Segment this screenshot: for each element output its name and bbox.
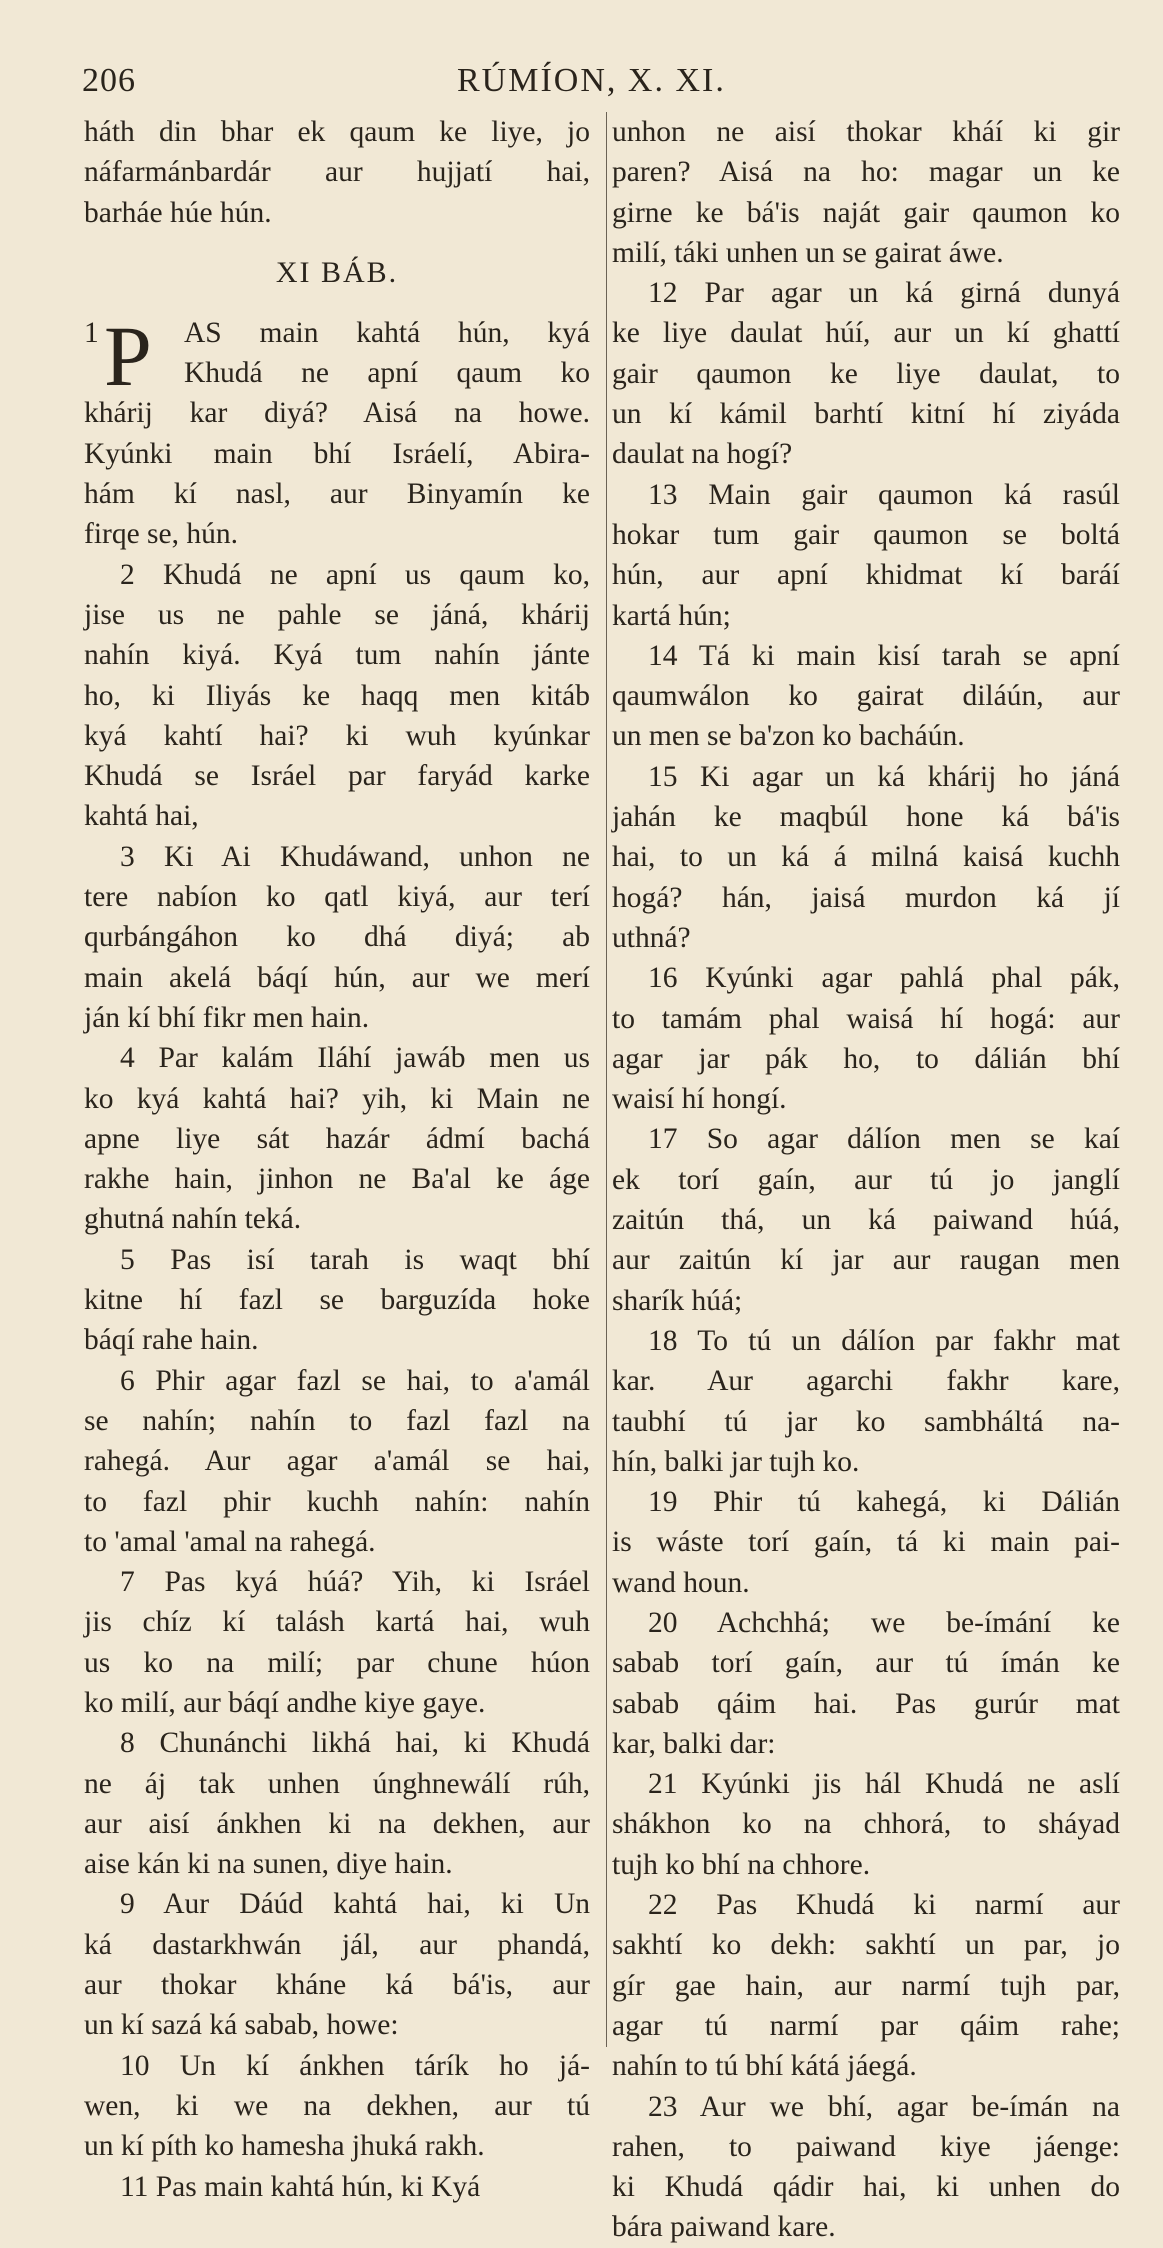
text-line: kar, balki dar: xyxy=(612,1727,776,1760)
text-line: háth din bhar ek qaum ke liye, jo xyxy=(84,116,590,148)
text-line: uthná? xyxy=(612,921,691,954)
left-column xyxy=(84,112,590,2207)
drop-cap-paragraph xyxy=(84,307,590,404)
running-title: RÚMÍON, X. XI. xyxy=(457,62,726,99)
text-line: hín, balki jar tujh ko. xyxy=(612,1445,860,1478)
text-line: un kí píth ko hamesha jhuká rakh. xyxy=(84,2130,485,2163)
page-number: 206 xyxy=(82,62,136,99)
text-line: jahán ke maqbúl hone ká bá'is xyxy=(612,801,1120,834)
text-line: ne áj tak unhen únghnewálí rúh, xyxy=(84,1767,590,1800)
text-line: jise us ne pahle se jáná, khárij xyxy=(84,598,590,631)
text-line: 22 Pas Khudá ki narmí aur xyxy=(648,1889,1120,1922)
text-line: aur thokar kháne ká bá'is, aur xyxy=(84,1969,590,2002)
text-line: 4 Par kalám Iláhí jawáb men us xyxy=(120,1042,590,1075)
text-line: agar tú narmí par qáim rahe; xyxy=(612,2009,1120,2042)
text-line: ke liye daulat húí, aur un kí ghattí xyxy=(612,317,1120,350)
text-line: kahtá hai, xyxy=(84,800,199,833)
text-line: 2 Khudá ne apní us qaum ko, xyxy=(120,558,590,591)
text-line: sharík húá; xyxy=(612,1284,743,1317)
text-line: se nahín; nahín to fazl fazl na xyxy=(84,1404,590,1437)
text-line: ko milí, aur báqí andhe kiye gaye. xyxy=(84,1686,486,1719)
text-line: waisí hí hongí. xyxy=(612,1083,787,1116)
drop-cap-lines xyxy=(184,313,590,394)
verse-number: 1 xyxy=(84,316,99,349)
text-line: 19 Phir tú kahegá, ki Dálián xyxy=(648,1486,1120,1519)
text-line: 10 Un kí ánkhen tárík ho já- xyxy=(120,2049,590,2082)
text-line: sakhtí ko dekh: sakhtí un par, jo xyxy=(612,1929,1120,1962)
text-line: kyá kahtí hai? ki wuh kyúnkar xyxy=(84,719,590,752)
text-line: zaitún thá, un ká paiwand húá, xyxy=(612,1204,1120,1237)
text-line: 14 Tá ki main kisí tarah se apní xyxy=(648,639,1120,672)
left-lines-after-dropcap xyxy=(84,393,590,2206)
text-line: qaumwálon ko gairat diláún, aur xyxy=(612,680,1120,713)
text-line: shákhon ko na chhorá, to sháyad xyxy=(612,1808,1120,1841)
column-divider xyxy=(606,112,607,2047)
text-line: rahen, to paiwand kiye jáenge: xyxy=(612,2130,1120,2163)
drop-cap-letter: P xyxy=(104,307,152,404)
text-line: barháe húe hún. xyxy=(84,196,272,229)
text-line: Khudá se Isráel par faryád karke xyxy=(84,760,590,793)
text-line: wen, ki we na dekhen, aur tú xyxy=(84,2089,590,2122)
text-line: ki Khudá qádir hai, ki unhen do xyxy=(612,2171,1120,2204)
page-header xyxy=(82,62,762,112)
text-line: ho, ki Iliyás ke haqq men kitáb xyxy=(84,679,590,712)
text-line: 8 Chunánchi likhá hai, ki Khudá xyxy=(120,1727,590,1760)
text-line: kitne hí fazl se barguzída hoke xyxy=(84,1284,590,1317)
text-line: to 'amal 'amal na rahegá. xyxy=(84,1525,376,1558)
text-line: 5 Pas isí tarah is waqt bhí xyxy=(120,1243,590,1276)
text-line: aur aisí ánkhen ki na dekhen, aur xyxy=(84,1807,590,1840)
text-line: main akelá báqí hún, aur we merí xyxy=(84,961,590,994)
text-line: 3 Ki Ai Khudáwand, unhon ne xyxy=(120,840,590,873)
text-line: 11 Pas main kahtá hún, ki Kyá xyxy=(120,2170,481,2203)
text-line: apne liye sát hazár ádmí bachá xyxy=(84,1122,590,1155)
text-line: tere nabíon ko qatl kiyá, aur terí xyxy=(84,881,590,914)
text-line: gair qaumon ke liye daulat, to xyxy=(612,357,1120,390)
text-line: to fazl phir kuchh nahín: nahín xyxy=(84,1485,590,1518)
text-line: hám kí nasl, aur Binyamín ke xyxy=(84,478,590,511)
text-line: 23 Aur we bhí, agar be-ímán na xyxy=(648,2090,1120,2123)
text-line: hún, aur apní khidmat kí baráí xyxy=(612,559,1120,592)
text-line: rahegá. Aur agar a'amál se hai, xyxy=(84,1445,590,1478)
chapter-heading: XI BÁB. xyxy=(275,255,399,289)
text-line: un kí kámil barhtí kitní hí ziyáda xyxy=(612,398,1120,431)
text-line: Khudá ne apní qaum ko xyxy=(184,357,590,390)
text-line: 17 So agar dálíon men se kaí xyxy=(648,1123,1120,1156)
text-line: firqe se, hún. xyxy=(84,518,239,551)
text-line: sabab torí gaín, aur tú ímán ke xyxy=(612,1647,1120,1680)
text-line: qurbángáhon ko dhá diyá; ab xyxy=(84,921,590,954)
text-line: 21 Kyúnki jis hál Khudá ne aslí xyxy=(648,1768,1120,1801)
text-line: taubhí tú jar ko sambháltá na- xyxy=(612,1405,1120,1438)
text-line: bára paiwand kare. xyxy=(612,2211,836,2244)
text-line: un kí sazá ká sabab, howe: xyxy=(84,2009,399,2042)
text-line: náfarmánbardár aur hujjatí hai, xyxy=(84,156,590,189)
text-line: daulat na hogí? xyxy=(612,438,793,471)
text-line: hogá? hán, jaisá murdon ká jí xyxy=(612,881,1120,914)
right-column xyxy=(612,112,1120,2248)
text-line: is wáste torí gaín, tá ki main pai- xyxy=(612,1526,1120,1559)
text-line: kar. Aur agarchi fakhr kare, xyxy=(612,1365,1120,1398)
text-line: wand houn. xyxy=(612,1566,750,1599)
text-line: sabab qáim hai. Pas gurúr mat xyxy=(612,1687,1120,1720)
text-line: 12 Par agar un ká girná dunyá xyxy=(648,277,1120,310)
text-line: gír gae hain, aur narmí tujh par, xyxy=(612,1969,1120,2002)
left-lines-before-heading xyxy=(84,112,590,233)
text-line: milí, táki unhen un se gairat áwe. xyxy=(612,236,1004,269)
text-line: nahín to tú bhí kátá jáegá. xyxy=(612,2050,917,2083)
text-line: 18 To tú un dálíon par fakhr mat xyxy=(648,1324,1120,1357)
text-line: us ko na milí; par chune húon xyxy=(84,1646,590,1679)
text-line: ján kí bhí fikr men hain. xyxy=(84,1001,370,1034)
text-line: paren? Aisá na ho: magar un ke xyxy=(612,156,1120,189)
text-line: khárij kar diyá? Aisá na howe. xyxy=(84,397,590,430)
text-line: aise kán ki na sunen, diye hain. xyxy=(84,1848,453,1881)
text-line: 16 Kyúnki agar pahlá phal pák, xyxy=(648,962,1120,995)
text-line: kartá hún; xyxy=(612,599,731,632)
text-line: to tamám phal waisá hí hogá: aur xyxy=(612,1002,1120,1035)
text-line: 20 Achchhá; we be-ímání ke xyxy=(648,1606,1120,1639)
text-line: báqí rahe hain. xyxy=(84,1324,259,1357)
text-line: jis chíz kí talásh kartá hai, wuh xyxy=(84,1606,590,1639)
text-line: Kyúnki main bhí Isráelí, Abira- xyxy=(84,437,590,470)
text-line: un men se ba'zon ko bacháún. xyxy=(612,720,965,753)
text-line: 15 Ki agar un ká khárij ho jáná xyxy=(648,760,1120,793)
text-line: ká dastarkhwán jál, aur phandá, xyxy=(84,1928,590,1961)
text-line: 9 Aur Dáúd kahtá hai, ki Un xyxy=(120,1888,590,1921)
text-line: unhon ne aisí thokar kháí ki gir xyxy=(612,116,1120,148)
text-line: ghutná nahín teká. xyxy=(84,1203,302,1236)
right-lines xyxy=(612,112,1120,2248)
text-line: hokar tum gair qaumon se boltá xyxy=(612,518,1120,551)
text-line: 7 Pas kyá húá? Yih, ki Isráel xyxy=(120,1566,590,1599)
text-line: 13 Main gair qaumon ká rasúl xyxy=(648,478,1120,511)
text-line: girne ke bá'is naját gair qaumon ko xyxy=(612,196,1120,229)
text-line: aur zaitún kí jar aur raugan men xyxy=(612,1244,1120,1277)
text-line: ko kyá kahtá hai? yih, ki Main ne xyxy=(84,1082,590,1115)
text-line: hai, to un ká á milná kaisá kuchh xyxy=(612,841,1120,874)
text-line: nahín kiyá. Kyá tum nahín jánte xyxy=(84,639,590,672)
text-line: ek torí gaín, aur tú jo janglí xyxy=(612,1163,1120,1196)
text-line: rakhe hain, jinhon ne Ba'al ke áge xyxy=(84,1163,590,1196)
text-line: tujh ko bhí na chhore. xyxy=(612,1848,871,1881)
text-line: AS main kahtá hún, kyá xyxy=(184,316,590,349)
text-line: agar jar pák ho, to dálián bhí xyxy=(612,1042,1120,1075)
text-line: 6 Phir agar fazl se hai, to a'amál xyxy=(120,1364,590,1397)
